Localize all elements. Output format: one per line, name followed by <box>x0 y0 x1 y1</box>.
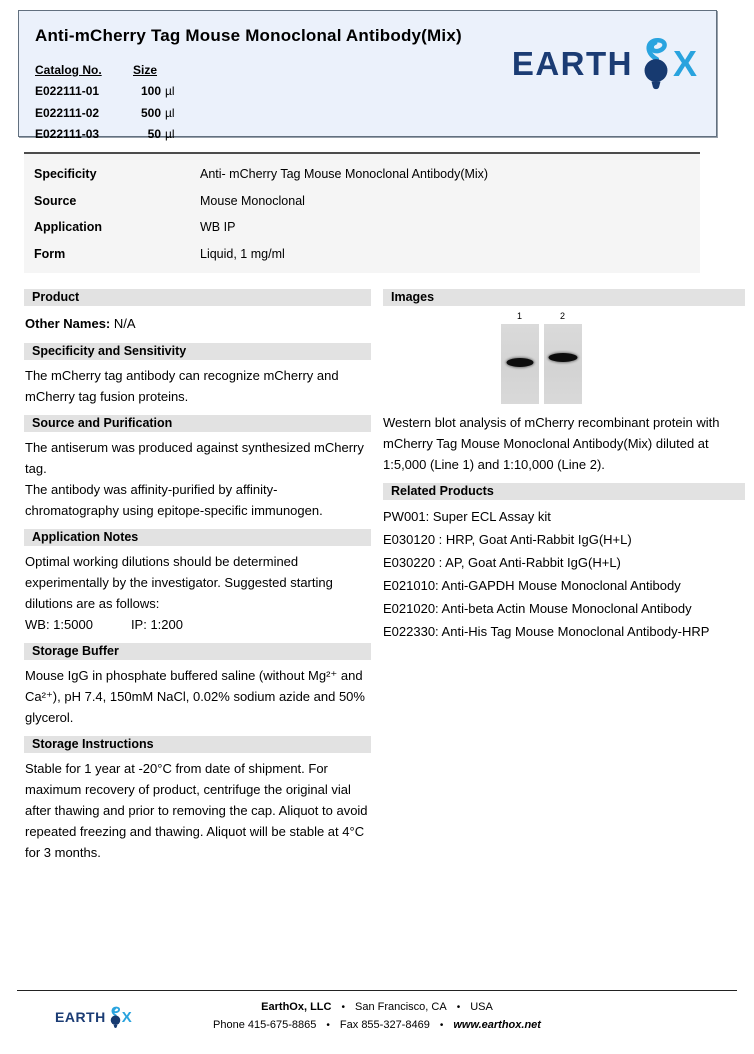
wb-band-2 <box>548 353 577 362</box>
size-cell <box>133 84 175 98</box>
related-product-item: E022330: Anti-His Tag Mouse Monoclonal Antibody-HRP <box>383 624 710 639</box>
footer-separator: • <box>439 1019 444 1031</box>
source-purification-text-1: The antiserum was produced against synthesized mCherry tag. <box>25 440 364 476</box>
size-unit: µl <box>165 127 175 142</box>
spec-label: Application <box>34 220 103 235</box>
size-column-header: Size <box>133 62 158 77</box>
dilutions-line <box>24 614 371 635</box>
section-header-application-notes: Application Notes <box>24 529 371 546</box>
catalog-no: E022111-02 <box>35 105 100 120</box>
storage-buffer-text: Mouse IgG in phosphate buffered saline (without Mg²⁺ and Ca²⁺), pH 7.4, 150mM NaCl, 0.02% sodium azide and 50% glycerol. <box>25 668 365 725</box>
western-blot-figure <box>383 311 699 404</box>
footer-logo-x-text: X <box>121 1008 132 1026</box>
catalog-no: E022111-01 <box>35 84 100 99</box>
ip-dilution: IP: 1:200 <box>130 617 183 632</box>
spec-row <box>24 161 700 188</box>
spec-table <box>24 152 700 273</box>
spec-value: Mouse Monoclonal <box>200 193 305 208</box>
storage-instructions-text: Stable for 1 year at -20°C from date of shipment. For maximum recovery of product, centrifuge the original vial after thawing and prior to removing the cap. Aliquot to avoid repeated freezing and thawing. Aliquot will be stable at 4°C for 3 months. <box>25 761 368 860</box>
wb-lane-2 <box>544 324 582 404</box>
header-box <box>18 10 717 142</box>
wb-lane-group-2 <box>544 311 582 404</box>
spec-value: WB IP <box>200 220 236 235</box>
footer-line-2 <box>0 1017 754 1035</box>
catalog-row <box>35 124 716 146</box>
footer-website-link[interactable]: www.earthox.net <box>453 1018 541 1031</box>
western-blot-caption: Western blot analysis of mCherry recombinant protein with mCherry Tag Mouse Monoclonal Antibody(Mix) diluted at 1:5,000 (Line 1) and 1:10,000 (Line 2). <box>383 415 720 472</box>
wb-dilution: WB: 1:5000 <box>25 617 93 632</box>
spec-value: Anti- mCherry Tag Mouse Monoclonal Antibody(Mix) <box>200 167 489 182</box>
lightbulb-dna-icon <box>638 37 674 91</box>
spec-row <box>24 241 700 268</box>
footer-contact-block <box>0 999 754 1034</box>
section-header-storage-instructions: Storage Instructions <box>24 736 371 753</box>
size-unit: µl <box>165 105 175 120</box>
related-product-item: PW001: Super ECL Assay kit <box>383 509 551 524</box>
footer-fax: Fax 855-327-8469 <box>339 1018 430 1031</box>
footer-logo-earth-text: EARTH <box>55 1009 106 1025</box>
specificity-sensitivity-text: The mCherry tag antibody can recognize mCherry and mCherry tag fusion proteins. <box>25 368 339 404</box>
spec-row <box>24 188 700 215</box>
spec-label: Specificity <box>34 167 97 182</box>
related-product-item: E030120 : HRP, Goat Anti-Rabbit IgG(H+L) <box>383 532 632 547</box>
wb-band-1 <box>506 358 533 367</box>
footer-separator: • <box>456 1002 461 1013</box>
section-header-source-purification: Source and Purification <box>24 415 371 432</box>
size-unit: µl <box>165 84 175 99</box>
catalog-no-column-header: Catalog No. <box>35 62 102 77</box>
body-columns <box>24 289 745 863</box>
related-product-item: E021020: Anti-beta Actin Mouse Monoclonal Antibody <box>383 601 692 616</box>
size-cell <box>133 106 175 120</box>
size-value: 100 <box>140 84 161 99</box>
spec-label: Form <box>34 246 66 261</box>
related-product-item: E030220 : AP, Goat Anti-Rabbit IgG(H+L) <box>383 555 621 570</box>
related-product-item: E021010: Anti-GAPDH Mouse Monoclonal Antibody <box>383 578 681 593</box>
spec-row <box>24 214 700 241</box>
size-cell <box>133 127 175 141</box>
footer-company: EarthOx, LLC <box>261 1001 332 1013</box>
section-header-images: Images <box>383 289 745 306</box>
wb-lane-1-label: 1 <box>516 311 522 321</box>
section-header-product: Product <box>24 289 371 306</box>
application-notes-text: Optimal working dilutions should be determined experimentally by the investigator. Suggested starting dilutions are as follows: <box>25 554 333 611</box>
logo-x-text: X <box>672 43 697 84</box>
other-names-value: N/A <box>113 316 136 331</box>
wb-lane-2-label: 2 <box>559 311 565 321</box>
footer-separator: • <box>341 1002 345 1013</box>
wb-lane-1 <box>501 324 539 404</box>
spec-value: Liquid, 1 mg/ml <box>200 246 285 261</box>
source-purification-text-2: The antibody was affinity-purified by affinity-chromatography using epitope-specific immunogen. <box>25 482 323 518</box>
section-header-related-products: Related Products <box>383 483 745 500</box>
catalog-no: E022111-03 <box>35 127 100 142</box>
spec-label: Source <box>34 193 77 208</box>
footer-country: USA <box>470 1001 493 1013</box>
product-column <box>24 289 371 863</box>
catalog-row <box>35 102 716 124</box>
footer-separator: • <box>326 1019 330 1031</box>
size-value: 50 <box>147 127 161 142</box>
other-names-label: Other Names: <box>25 316 111 331</box>
logo-earth-text: EARTH <box>511 45 633 82</box>
other-names-line <box>24 311 371 335</box>
footer-location: San Francisco, CA <box>354 1001 447 1013</box>
footer-divider <box>17 990 737 991</box>
footer-phone: Phone 415-675-8865 <box>213 1018 317 1031</box>
earthox-logo <box>512 35 697 93</box>
footer-line-1 <box>0 999 754 1017</box>
size-value: 500 <box>140 105 161 120</box>
wb-lane-group-1 <box>501 311 539 404</box>
images-column <box>383 289 745 643</box>
page-title: Anti-mCherry Tag Mouse Monoclonal Antibody(Mix) <box>35 26 462 45</box>
section-header-specificity-sensitivity: Specificity and Sensitivity <box>24 343 371 360</box>
section-header-storage-buffer: Storage Buffer <box>24 643 371 660</box>
